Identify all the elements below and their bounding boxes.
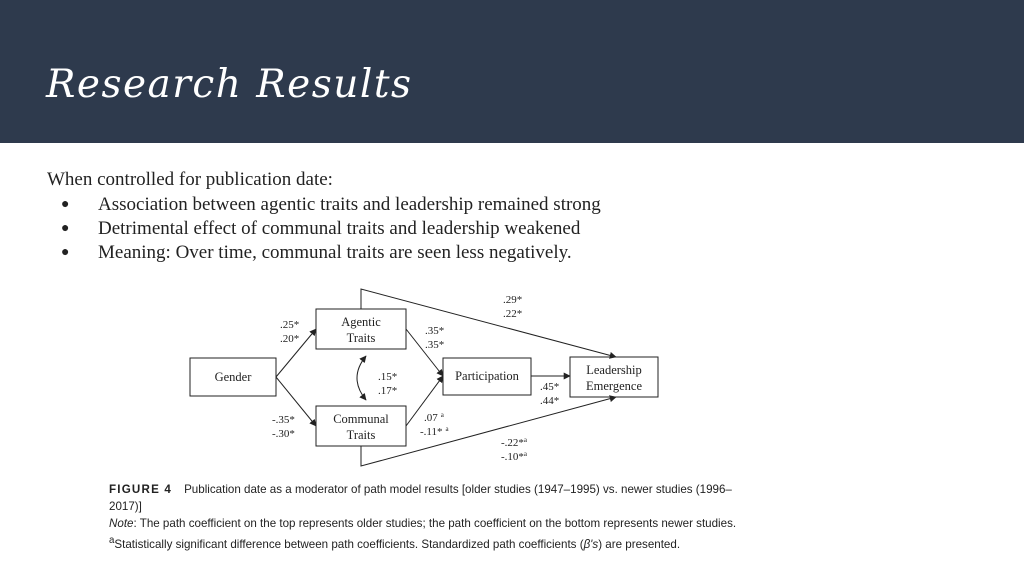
communal-label-line2: Traits xyxy=(346,428,376,442)
bullet-text: Meaning: Over time, communal traits are seen less negatively. xyxy=(98,242,572,263)
coef-participation-leadership-new: .44* xyxy=(540,395,560,407)
coef-communal-participation-new: -.11* $^a$ xyxy=(420,425,449,438)
bullet-text: Detrimental effect of communal traits and leadership weakened xyxy=(98,218,581,239)
coef-participation-leadership-old: .45* xyxy=(540,381,560,393)
coef-gender-agentic-old: .25* xyxy=(280,319,300,331)
bullet-list xyxy=(47,193,601,265)
coef-communal-participation-old: .07 $^a$ xyxy=(424,411,444,424)
bullet-dot-icon: ● xyxy=(61,245,70,260)
coef-agentic-communal-old: .15* xyxy=(378,371,398,383)
bullet-item xyxy=(47,193,601,217)
agentic-label-line1: Agentic xyxy=(341,315,381,329)
note-text-1: : The path coefficient on the top represents older studies; the path coefficient on the bottom represents newer studies. xyxy=(133,517,737,530)
coef-agentic-participation-old: .35* xyxy=(425,325,445,337)
bullet-text: Association between agentic traits and leadership remained strong xyxy=(98,194,601,215)
coef-communal-leadership-new: -.10*$^a$ xyxy=(501,450,528,463)
figure-text: Publication date as a moderator of path model results [older studies (1947–1995) vs. newer studies (1996–2017)] xyxy=(109,483,732,513)
coef-agentic-leadership-old: .29* xyxy=(503,294,523,306)
leadership-label-line1: Leadership xyxy=(586,363,642,377)
bullet-dot-icon: ● xyxy=(61,197,70,212)
coef-gender-communal-old: -.35* xyxy=(272,414,295,426)
bullet-dot-icon: ● xyxy=(61,221,70,236)
communal-label-line1: Communal xyxy=(333,412,389,426)
bullet-item xyxy=(47,217,601,241)
coef-gender-communal-new: -.30* xyxy=(272,428,295,440)
coef-gender-agentic-new: .20* xyxy=(280,333,300,345)
note-beta: β's xyxy=(583,537,599,551)
leadership-label-line2: Emergence xyxy=(586,379,642,393)
slide-header xyxy=(0,0,1024,143)
arrow-agentic-communal-correlation xyxy=(357,356,366,400)
note-label: Note xyxy=(109,517,134,530)
slide-title: Research Results xyxy=(46,62,413,107)
intro-text: When controlled for publication date: xyxy=(47,169,333,190)
coef-agentic-participation-new: .35* xyxy=(425,339,445,351)
coef-agentic-communal-new: .17* xyxy=(378,385,398,397)
agentic-label-line2: Traits xyxy=(346,331,376,345)
figure-title xyxy=(109,481,749,515)
figure-caption xyxy=(109,481,749,553)
path-model-diagram xyxy=(180,283,680,473)
note-superscript: a xyxy=(109,535,115,546)
participation-label: Participation xyxy=(455,369,519,383)
note-text-2: Statistically significant difference between path coefficients. Standardized path coefficients ( xyxy=(114,537,584,551)
figure-label: FIGURE 4 xyxy=(109,483,173,496)
coef-agentic-leadership-new: .22* xyxy=(503,308,523,320)
bullet-item xyxy=(47,241,601,265)
note-text-3: ) are presented. xyxy=(598,537,681,551)
gender-label: Gender xyxy=(214,370,252,384)
coef-communal-leadership-old: -.22*$^a$ xyxy=(501,436,528,449)
figure-note xyxy=(109,515,749,553)
